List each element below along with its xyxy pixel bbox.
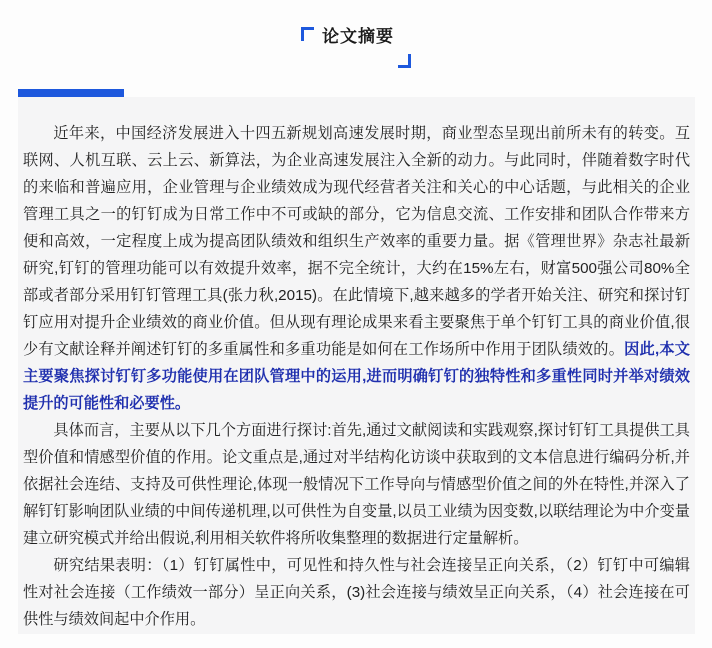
corner-bracket-left-icon	[301, 27, 314, 41]
abstract-panel	[18, 97, 695, 634]
paragraph-1-highlight-text: 因此,本文主要聚焦探讨钉钉多功能使用在团队管理中的运用,进而明确钉钉的独特性和多重性同时并举对绩效提升的可能性和必要性。	[23, 341, 690, 412]
paragraph-1-text: 近年来，中国经济发展进入十四五新规划高速发展时期，商业型态呈现出前所未有的转变。互联网、人机互联、云上云、新算法，为企业高速发展注入全新的动力。与此同时，伴随着数字时代的来临和普遍应用，企业管理与企业绩效成为现代经营者关注和关心的中心话题，与此相关的企业管理工具之一的钉钉成为日常工作中不可或缺的部分，它为信息交流、工作安排和团队合作带来方便和高效，一定程度上成为提高团队绩效和组织生产效率的重要力量。据《管理世界》杂志社最新研究,钉钉的管理功能可以有效提升效率，据不完全统计，大约在15%左右，财富500强公司80%全部或者部分采用钉钉管理工具(张力秋,2015)。在此情境下,越来越多的学者开始关注、研究和探讨钉钉应用对提升企业绩效的商业价值。但从现有理论成果来看主要聚焦于单个钉钉工具的商业价值,很少有文献诠释并阐述钉钉的多重属性和多重功能是如何在工作场所中作用于团队绩效的。	[23, 125, 690, 358]
paragraph-3: 研究结果表明：（1）钉钉属性中，可见性和持久性与社会连接呈正向关系，（2）钉钉中可编辑性对社会连接（工作绩效一部分）呈正向关系，(3)社会连接与绩效呈正向关系，（4）社会连接在可供性与绩效间起中介作用。	[23, 557, 690, 628]
paragraph-1	[23, 120, 690, 417]
corner-bracket-right-icon	[398, 54, 411, 68]
accent-bar	[18, 89, 124, 97]
paragraph-2: 具体而言，主要从以下几个方面进行探讨:首先,通过文献阅读和实践观察,探讨钉钉工具提供工具型价值和情感型价值的作用。论文重点是,通过对半结构化访谈中获取到的文本信息进行编码分析,并依据社会连结、支持及可供性理论,体现一般情况下工作导向与情感型价值之间的外在特性,并深入了解钉钉影响团队业绩的中间传递机理,以可供性为自变量,以员工业绩为因变数,以联结理论为中介变量建立研究模式并给出假说,利用相关软件将所收集整理的数据进行定量解析。	[23, 422, 690, 547]
page-title: 论文摘要	[322, 27, 394, 46]
page-title-block	[301, 26, 411, 68]
